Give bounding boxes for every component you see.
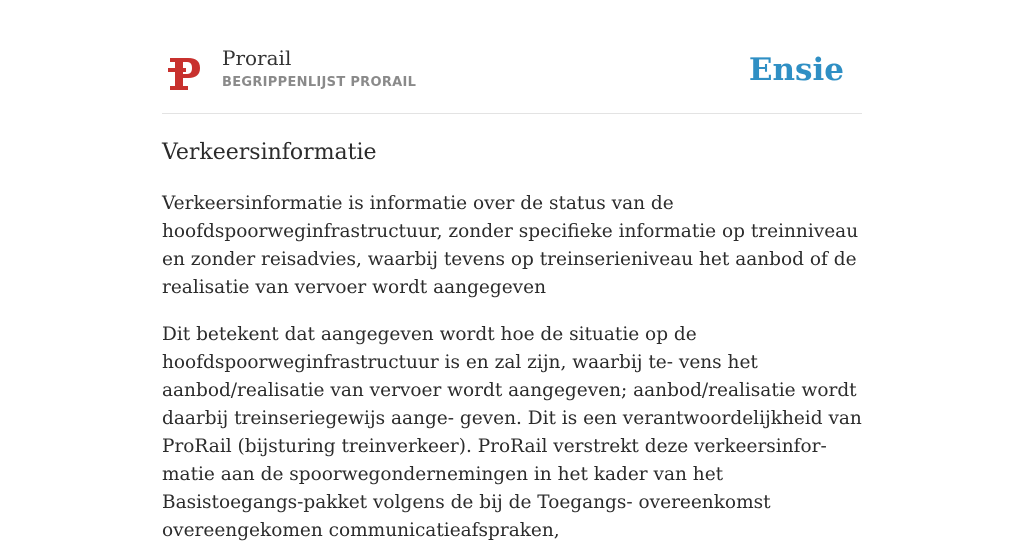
page-title: Verkeersinformatie	[162, 140, 377, 165]
definition-paragraph: Verkeersinformatie is informatie over de status van de hoofdspoorweginfrastructuur, zonder specifieke informatie op treinniveau en zonder reisadvies, waarbij tevens op treinserieniveau het aanbod of de realisatie van vervoer wordt aangegeven	[162, 193, 859, 298]
prorail-p-logo-icon[interactable]	[168, 52, 202, 92]
ensie-site-logo[interactable]: Ensie	[748, 52, 844, 88]
brand-subtitle[interactable]: BEGRIPPENLIJST PRORAIL	[222, 75, 417, 90]
explanation-paragraph: Dit betekent dat aangegeven wordt hoe de situatie op de hoofdspoorweginfrastructuur is en zal zijn, waarbij te- vens het aanbod/realisatie van vervoer wordt aangegeven; aanbod/realisatie wordt daarbij treinseriegewijs aange- geven. Dit is een verantwoordelijkheid van ProRail (bijsturing treinverkeer). ProRail verstrekt deze verkeersinfor- matie aan de spoorwegondernemingen in het kader van het Basistoegangs-pakket volgens de bij de Toegangs- overeenkomst overeengekomen communicatieafspraken,	[162, 324, 862, 541]
brand-name[interactable]: Prorail	[222, 46, 292, 70]
article	[162, 136, 862, 545]
header	[162, 0, 862, 114]
